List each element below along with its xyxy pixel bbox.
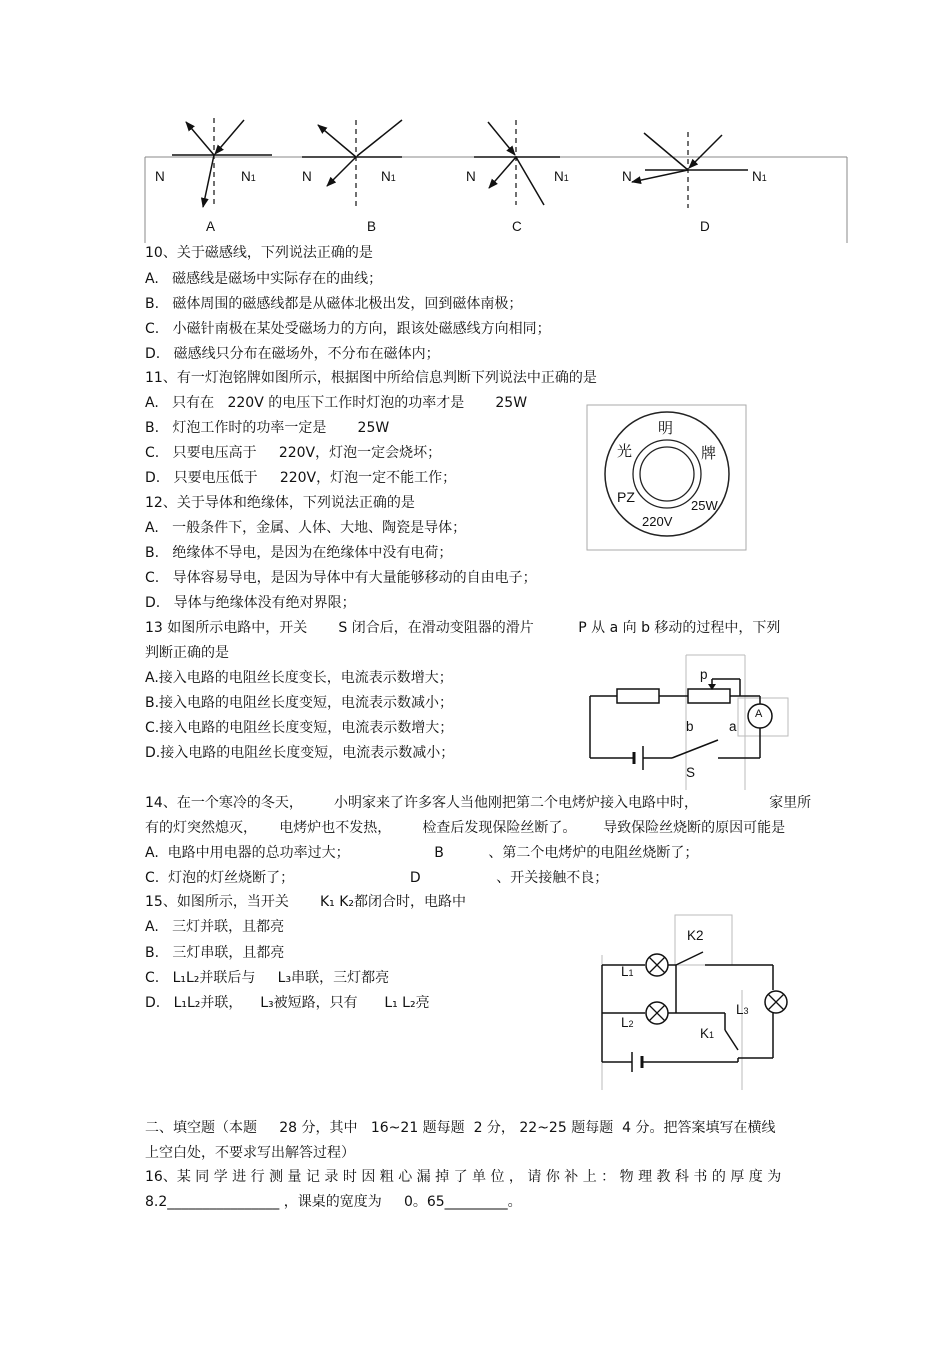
q11-stem: 11、有一灯泡铭牌如图所示，根据图中所给信息判断下列说法中正确的是 [145,370,597,386]
section2-heading-line1: 二、填空题（本题 28 分，其中 16~21 题每题 2 分， 22~25 题每题 4 分。把答案填写在横线 [145,1120,776,1136]
q12-option-a: A. 一般条件下，金属、人体、大地、陶瓷是导体； [145,520,467,536]
q10-option-b: B. 磁体周围的磁感线都是从磁体北极出发，回到磁体南极； [145,296,523,312]
q13-option-c: C.接入电路的电阻丝长度变短，电流表示数增大； [145,720,454,736]
q14-line4: C. 灯泡的灯丝烧断了； D 、开关接触不良； [145,870,609,886]
q15-option-d: D. L₁L₂并联， L₃被短路，只有 L₁ L₂亮 [145,995,430,1011]
label-n1: N1 [554,169,569,184]
q10-option-a: A. 磁感线是磁场中实际存在的曲线； [145,271,383,287]
q11-option-c: C. 只要电压高于 220V，灯泡一定会烧坏； [145,445,442,461]
q15-option-b: B. 三灯串联，且都亮 [145,945,285,961]
nameplate-ming: 明 [658,420,674,437]
q15-stem: 15、如图所示，当开关 K₁ K₂都闭合时，电路中 [145,894,467,910]
q11-option-b: B. 灯泡工作时的功率一定是 25W [145,420,390,436]
q15-option-a: A. 三灯并联，且都亮 [145,919,285,935]
q10-option-c: C. 小磁针南极在某处受磁场力的方向，跟该处磁感线方向相同； [145,321,551,337]
q10-option-d: D. 磁感线只分布在磁场外，不分布在磁体内； [145,346,440,362]
q13-stem-line2: 判断正确的是 [145,645,229,661]
label-n1: N1 [752,169,767,184]
label-n: N [466,169,476,184]
switch-label-k1: K1 [700,1026,715,1041]
q14-line1: 14、在一个寒冷的冬天， 小明家来了许多客人当他刚把第二个电烤炉接入电路中时， 家里所 [145,795,812,811]
q14-line3: A. 电路中用电器的总功率过大； B 、第二个电烤炉的电阻丝烧断了； [145,845,699,861]
q12-option-b: B. 绝缘体不导电，是因为在绝缘体中没有电荷； [145,545,453,561]
lamp-label-l3: L3 [736,1002,749,1017]
ammeter-label: A [755,708,763,720]
label-n: N [155,169,165,184]
q16-line2: 8.2________________ ，课桌的宽度为 0。65_________。 [145,1194,522,1210]
option-label-a: A [206,219,216,234]
label-b: b [686,719,694,734]
nameplate-watt: 25W [691,498,718,513]
slider-label-p: p [700,667,708,682]
q12-stem: 12、关于导体和绝缘体，下列说法正确的是 [145,495,415,511]
q15-option-c: C. L₁L₂并联后与 L₃串联，三灯都亮 [145,970,390,986]
label-n1: N1 [381,169,396,184]
label-n1: N1 [241,169,256,184]
switch-label-k2: K2 [687,928,704,943]
q11-option-d: D. 只要电压低于 220V，灯泡一定不能工作； [145,470,457,486]
q13-option-b: B.接入电路的电阻丝长度变短，电流表示数减小； [145,695,454,711]
q13-option-a: A.接入电路的电阻丝长度变长，电流表示数增大； [145,670,453,686]
switch-label-s: S [686,765,696,780]
nameplate-pz: PZ [617,489,635,505]
label-a: a [729,719,737,734]
q11-option-a: A. 只有在 220V 的电压下工作时灯泡的功率才是 25W [145,395,528,411]
label-n: N [302,169,312,184]
label-n: N [622,169,632,184]
option-label-d: D [700,219,710,234]
nameplate-volt: 220V [642,514,673,529]
lamp-label-l2: L2 [621,1015,634,1030]
q14-line2: 有的灯突然熄灭， 电烤炉也不发热， 检查后发现保险丝断了。 导致保险丝烧断的原因可能是 [145,820,786,836]
q12-option-c: C. 导体容易导电，是因为导体中有大量能够移动的自由电子； [145,570,537,586]
option-label-c: C [512,219,522,234]
section2-heading-line2: 上空白处，不要求写出解答过程） [145,1145,355,1161]
option-label-b: B [367,219,377,234]
q13-stem-line1: 13 如图所示电路中，开关 S 闭合后，在滑动变阻器的滑片 P 从 a 向 b 移动的过程中，下列 [145,620,781,636]
q13-option-d: D.接入电路的电阻丝长度变短，电流表示数减小； [145,745,455,761]
q16-line1: 16、某 同 学 进 行 测 量 记 录 时 因 粗 心 漏 掉 了 单 位 ， 请 你 补 上 ： 物 理 教 科 书 的 厚 度 为 [145,1169,782,1185]
lamp-label-l1: L1 [621,964,634,979]
nameplate-guang: 光 [617,443,633,460]
q12-option-d: D. 导体与绝缘体没有绝对界限； [145,595,356,611]
nameplate-pai: 牌 [701,445,717,462]
q10-stem: 10、关于磁感线，下列说法正确的是 [145,245,373,261]
